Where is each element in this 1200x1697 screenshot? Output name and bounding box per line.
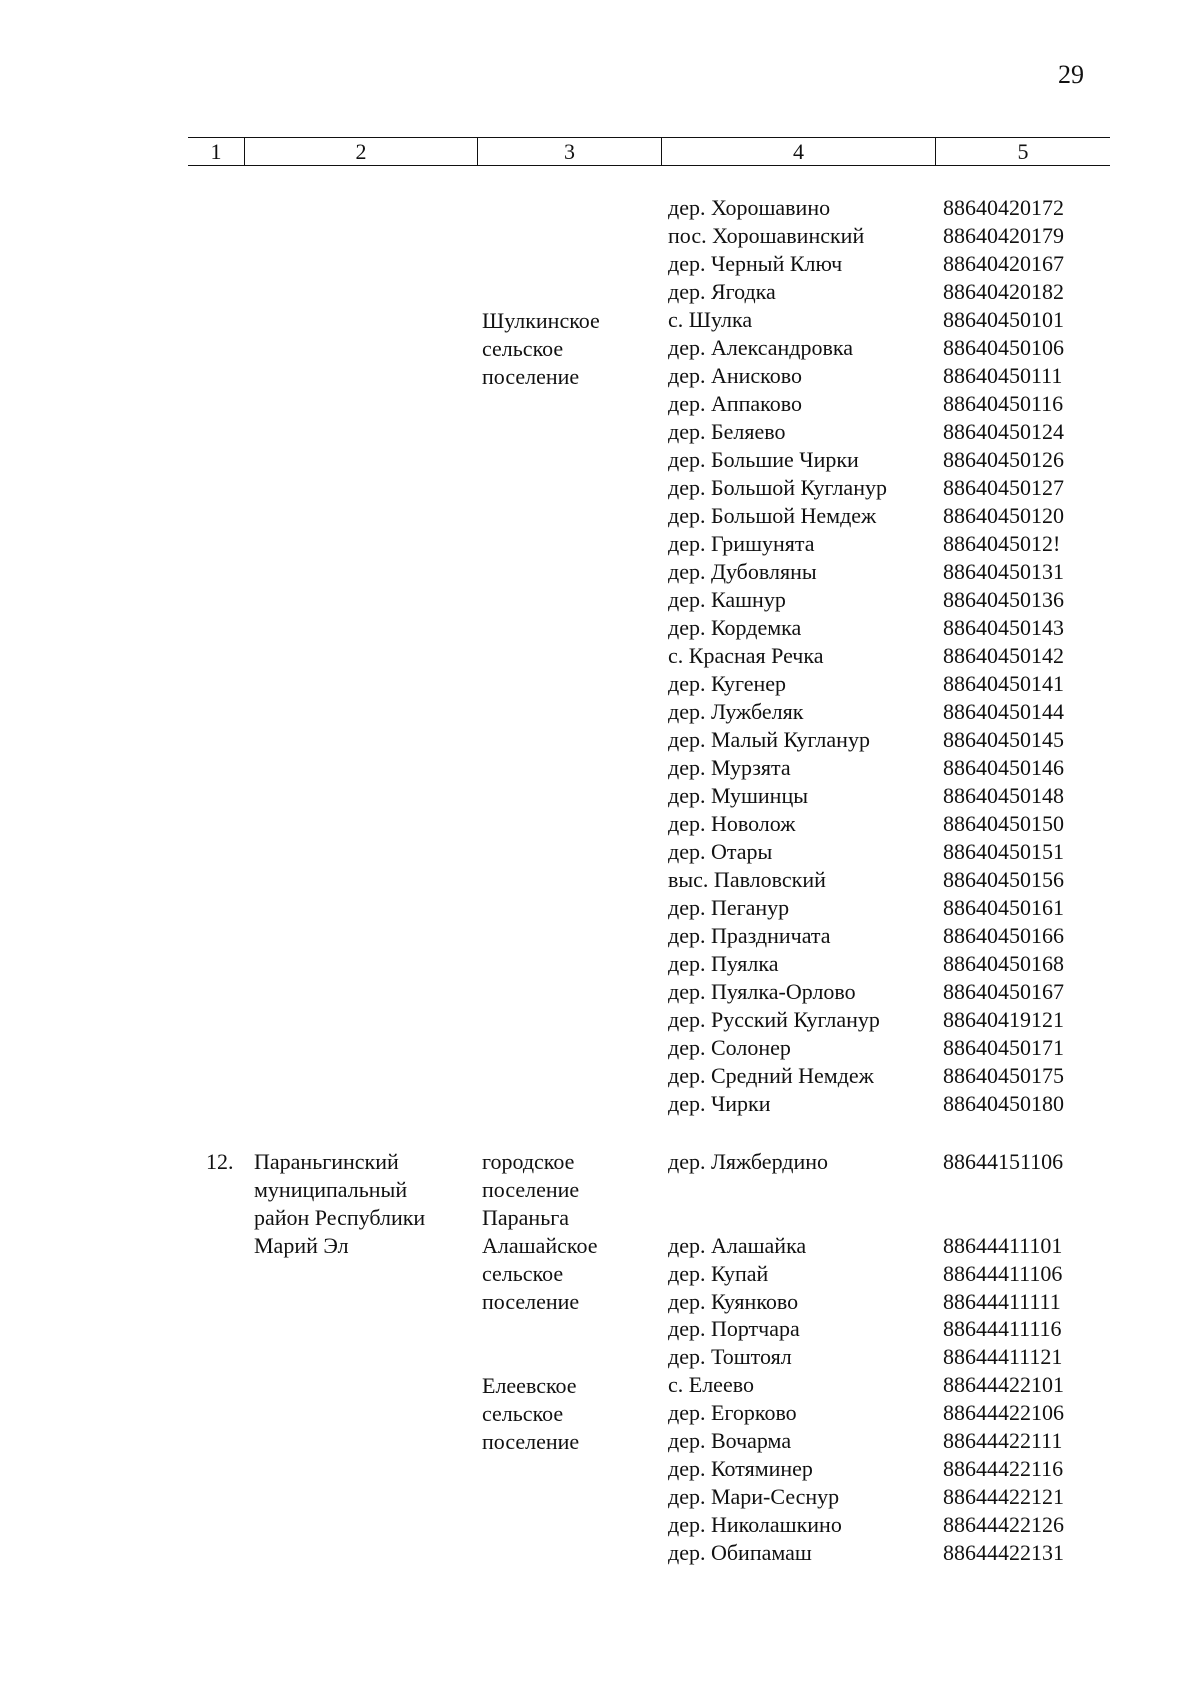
locality-name: дер. Мурзята — [668, 755, 791, 780]
locality-code: 88640450136 — [943, 587, 1064, 612]
locality-code: 88644422121 — [943, 1483, 1064, 1509]
locality-name: дер. Куянково — [668, 1288, 799, 1314]
locality-name: дер. Аппаково — [668, 391, 802, 416]
locality-name: дер. Вочарма — [668, 1428, 792, 1453]
locality-code: 88644422106 — [943, 1400, 1064, 1426]
locality-name: дер. Алашайка — [668, 1232, 807, 1258]
header-cell-4: 4 — [662, 138, 936, 165]
locality-name: дер. Пеганур — [668, 895, 790, 920]
header-cell-5: 5 — [1017, 139, 1029, 164]
locality-name: дер. Купай — [668, 1260, 769, 1286]
locality-name: дер. Котяминер — [668, 1455, 813, 1481]
locality-code: 88640450156 — [943, 867, 1064, 892]
locality-name: дер. Кашнур — [668, 587, 786, 612]
locality-code: 88640450161 — [943, 895, 1064, 920]
locality-code: 88644422111 — [943, 1428, 1063, 1453]
locality-name: дер. Большие Чирки — [668, 447, 859, 472]
locality-code: 88644422116 — [943, 1455, 1064, 1481]
locality-code: 88640450150 — [943, 811, 1064, 836]
locality-code: 8864045012! — [943, 531, 1061, 556]
settlement-line: Елеевское — [482, 1373, 577, 1398]
locality-code: 88640420182 — [943, 279, 1064, 304]
header-cell-2: 2 — [245, 138, 478, 165]
locality-code: 88640420179 — [943, 223, 1064, 248]
district-line: Параньгинский — [254, 1149, 399, 1174]
locality-code: 88640450151 — [943, 839, 1064, 864]
locality-code: 88640450142 — [943, 643, 1064, 668]
locality-name: дер. Русский Кугланур — [668, 1007, 880, 1032]
locality-name: дер. Чирки — [668, 1091, 771, 1116]
page-number: 29 — [1058, 60, 1084, 89]
settlement-eleevskoe — [482, 1372, 579, 1456]
settlement-line: поселение — [482, 1429, 580, 1454]
locality-code: 88640450175 — [943, 1063, 1064, 1088]
locality-code: 88640450167 — [943, 979, 1064, 1004]
settlement-gorodskoe-paranga — [482, 1148, 579, 1232]
locality-code: 88644422101 — [943, 1372, 1064, 1398]
locality-code: 88640450145 — [943, 727, 1064, 752]
locality-name: дер. Новолож — [668, 811, 796, 836]
locality-name: дер. Лужбеляк — [668, 699, 804, 724]
locality-name: дер. Кордемка — [668, 615, 802, 640]
locality-code: 88640450127 — [943, 475, 1064, 500]
locality-code: 88644422131 — [943, 1539, 1064, 1565]
locality-code: 88640450146 — [943, 755, 1064, 780]
locality-code: 88640420172 — [943, 195, 1064, 220]
locality-code: 88640420167 — [943, 251, 1064, 276]
locality-name: дер. Портчара — [668, 1316, 800, 1342]
locality-code: 88640450148 — [943, 783, 1064, 808]
locality-code: 88640450171 — [943, 1035, 1064, 1060]
settlement-line: сельское — [482, 336, 564, 361]
locality-name: дер. Дубовляны — [668, 559, 817, 584]
locality-code: 88640419121 — [943, 1007, 1064, 1032]
settlement-line: поселение — [482, 364, 580, 389]
locality-code: 88644411111 — [943, 1288, 1061, 1314]
locality-code: 88640450124 — [943, 419, 1064, 444]
locality-code: 88640450101 — [943, 307, 1064, 332]
settlement-alashayskoe — [482, 1232, 597, 1316]
locality-code: 88644151106 — [943, 1149, 1064, 1174]
locality-name: дер. Пуялка — [668, 951, 779, 976]
locality-code: 88640450116 — [943, 391, 1064, 416]
locality-name: с. Елеево — [668, 1372, 754, 1398]
locality-name: выс. Павловский — [668, 867, 826, 892]
locality-name: дер. Праздничата — [668, 923, 831, 948]
settlement-line: Параньга — [482, 1205, 570, 1230]
district-line: муниципальный — [254, 1177, 408, 1202]
settlement-shulkinskoe — [482, 307, 600, 391]
locality-name: дер. Тоштоял — [668, 1344, 792, 1370]
locality-name: дер. Беляево — [668, 419, 786, 444]
locality-name: дер. Средний Немдеж — [668, 1063, 874, 1088]
locality-code: 88640450126 — [943, 447, 1064, 472]
locality-name: дер. Ягодка — [668, 279, 776, 304]
locality-name: с. Красная Речка — [668, 643, 824, 668]
settlement-line: сельское — [482, 1261, 564, 1286]
locality-code: 88640450120 — [943, 503, 1064, 528]
settlement-line: сельское — [482, 1401, 564, 1426]
locality-code: 88644411121 — [943, 1344, 1063, 1370]
table-header — [188, 137, 1110, 166]
locality-code: 88640450141 — [943, 671, 1064, 696]
locality-name: дер. Малый Кугланур — [668, 727, 870, 752]
locality-name: дер. Большой Немдеж — [668, 503, 877, 528]
locality-code: 88640450143 — [943, 615, 1064, 640]
locality-code: 88640450106 — [943, 335, 1064, 360]
locality-name: дер. Большой Кугланур — [668, 475, 887, 500]
locality-code: 88640450180 — [943, 1091, 1064, 1116]
locality-name: дер. Пуялка-Орлово — [668, 979, 856, 1004]
locality-name: дер. Отары — [668, 839, 773, 864]
district-number: 12. — [206, 1149, 234, 1174]
locality-name: дер. Хорошавино — [668, 195, 831, 220]
locality-name: пос. Хорошавинский — [668, 223, 865, 248]
locality-name: дер. Анисково — [668, 363, 802, 388]
locality-name: дер. Кугенер — [668, 671, 787, 696]
district-name — [254, 1148, 425, 1260]
locality-code: 88644411106 — [943, 1260, 1063, 1286]
locality-name: дер. Солонер — [668, 1035, 791, 1060]
locality-code: 88640450131 — [943, 559, 1064, 584]
district-line: район Республики — [254, 1205, 426, 1230]
locality-name: дер. Мушинцы — [668, 783, 809, 808]
locality-code: 88640450166 — [943, 923, 1064, 948]
settlement-line: Алашайское — [482, 1233, 598, 1258]
locality-name: дер. Александровка — [668, 335, 854, 360]
locality-code: 88644422126 — [943, 1511, 1064, 1537]
settlement-line: Шулкинское — [482, 308, 600, 333]
settlement-line: поселение — [482, 1177, 580, 1202]
locality-code: 88640450111 — [943, 363, 1063, 388]
header-cell-3: 3 — [478, 138, 662, 165]
locality-name: дер. Николашкино — [668, 1511, 842, 1537]
locality-name: дер. Гришунята — [668, 531, 815, 556]
header-cell-1: 1 — [188, 138, 245, 165]
locality-name: дер. Мари-Сеснур — [668, 1483, 840, 1509]
settlement-line: городское — [482, 1149, 575, 1174]
locality-code: 88640450144 — [943, 699, 1064, 724]
district-line: Марий Эл — [254, 1233, 349, 1258]
settlement-line: поселение — [482, 1289, 580, 1314]
locality-name: дер. Черный Ключ — [668, 251, 843, 276]
locality-code: 88644411116 — [943, 1316, 1062, 1342]
locality-name: дер. Ляжбердино — [668, 1149, 829, 1174]
locality-name: дер. Егорково — [668, 1400, 797, 1426]
locality-name: с. Шулка — [668, 307, 753, 332]
locality-name: дер. Обипамаш — [668, 1539, 812, 1565]
locality-code: 88644411101 — [943, 1232, 1063, 1258]
locality-code: 88640450168 — [943, 951, 1064, 976]
